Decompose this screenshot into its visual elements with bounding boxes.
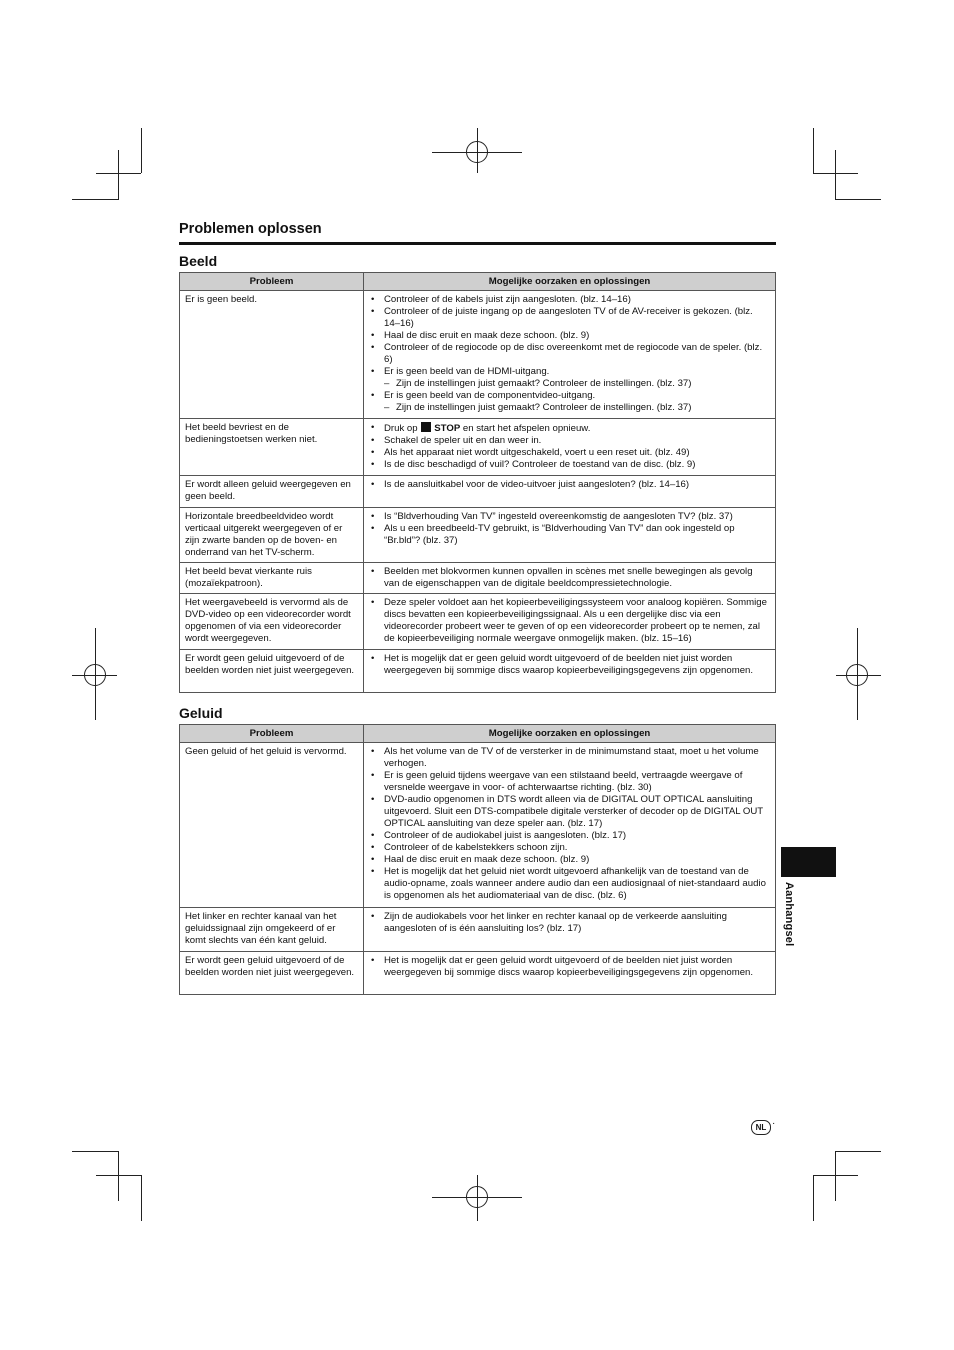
list-item <box>369 390 770 414</box>
solutions-cell <box>364 563 776 594</box>
list-item: • Controleer of de kabels juist zijn aangesloten. (blz. 14–16) <box>369 294 770 306</box>
problem-cell: Er is geen beeld. <box>180 291 364 419</box>
stop-suffix: en start het afspelen opnieuw. <box>462 423 591 434</box>
list-item: • Het is mogelijk dat het geluid niet wordt uitgevoerd afhankelijk van de toestand van de audio-opname, zoals wanneer andere audio dan een audiosignaal of niet-standaard audio is opgenomen als het audiomateriaal van de disc. (blz. 6) <box>369 866 770 902</box>
table-row <box>180 563 776 594</box>
list-item: • Controleer of de audiokabel juist is aangesloten. (blz. 17) <box>369 830 770 842</box>
sub-item: – Zijn de instellingen juist gemaakt? Controleer de instellingen. (blz. 37) <box>384 378 770 390</box>
side-tab-marker <box>781 847 836 877</box>
list-item: • Controleer of de kabelstekkers schoon zijn. <box>369 842 770 854</box>
list-item: • Deze speler voldoet aan het kopieerbeveiligingssysteem voor analoog kopiëren. Sommige discs bevatten een kopieerbeveiligingssignaal. Als u een dergelijke disc via een videorecorder probeert weer te geven of op een videorecorder probeert op te nemen, zal de kopieerbeveiliging normale weergave onmogelijk maken. (blz. 15–16) <box>369 597 770 645</box>
header-solutions: Mogelijke oorzaken en oplossingen <box>364 725 776 743</box>
problem-cell: Er wordt alleen geluid weergegeven en geen beeld. <box>180 476 364 508</box>
header-problem: Probleem <box>180 725 364 743</box>
page-title: Problemen oplossen <box>179 221 322 237</box>
solutions-cell <box>364 419 776 476</box>
stop-icon <box>421 422 431 432</box>
list-item: • Er is geen geluid tijdens weergave van een stilstaand beeld, vertraagde weergave of versnelde weergave in voor- of achterwaartse richting. (blz. 30) <box>369 770 770 794</box>
problem-cell: Horizontale breedbeeldvideo wordt verticaal uitgerekt weergegeven of er zijn zwarte banden op de boven- en onderrand van het TV-scherm. <box>180 508 364 563</box>
solutions-cell <box>364 291 776 419</box>
section-title-geluid: Geluid <box>179 705 223 721</box>
table-beeld <box>179 272 776 693</box>
list-item: • Is de disc beschadigd of vuil? Controleer de toestand van de disc. (blz. 9) <box>369 459 770 471</box>
side-label: Aanhangsel <box>783 882 795 947</box>
solutions-cell <box>364 952 776 995</box>
table-row <box>180 743 776 908</box>
table-row <box>180 508 776 563</box>
list-item: • Controleer of de juiste ingang op de aangesloten TV of de AV-receiver is gekozen. (blz. 14–16) <box>369 306 770 330</box>
list-item <box>369 366 770 390</box>
page-number-dot: · <box>772 1118 776 1129</box>
table-header-row <box>180 725 776 743</box>
list-item-text: Er is geen beeld van de HDMI-uitgang. <box>384 366 550 377</box>
list-item: • Haal de disc eruit en maak deze schoon. (blz. 9) <box>369 854 770 866</box>
table-geluid <box>179 724 776 995</box>
list-item: • Schakel de speler uit en dan weer in. <box>369 435 770 447</box>
list-item: • Controleer of de regiocode op de disc overeenkomt met de regiocode van de speler. (blz. 6) <box>369 342 770 366</box>
header-problem: Probleem <box>180 273 364 291</box>
problem-cell: Het beeld bevriest en de bedieningstoetsen werken niet. <box>180 419 364 476</box>
list-item: • Is “Bldverhouding Van TV” ingesteld overeenkomstig de aangesloten TV? (blz. 37) <box>369 511 770 523</box>
table-row <box>180 419 776 476</box>
list-item: • Is de aansluitkabel voor de video-uitvoer juist aangesloten? (blz. 14–16) <box>369 479 770 491</box>
list-item: • Het is mogelijk dat er geen geluid wordt uitgevoerd of de beelden niet juist worden weergegeven bij sommige discs waarop kopieerbeveiligingsgegevens zijn opgenomen. <box>369 955 770 979</box>
solutions-cell <box>364 508 776 563</box>
solutions-cell <box>364 476 776 508</box>
problem-cell: Geen geluid of het geluid is vervormd. <box>180 743 364 908</box>
table-row <box>180 594 776 650</box>
list-item: • Het is mogelijk dat er geen geluid wordt uitgevoerd of de beelden niet juist worden weergegeven bij sommige discs waarop kopieerbeveiligingsgegevens zijn opgenomen. <box>369 653 770 677</box>
solutions-cell <box>364 908 776 952</box>
table-row <box>180 650 776 693</box>
section-title-beeld: Beeld <box>179 253 218 269</box>
list-item: • Als het apparaat niet wordt uitgeschakeld, voert u een reset uit. (blz. 49) <box>369 447 770 459</box>
problem-cell: Er wordt geen geluid uitgevoerd of de beelden worden niet juist weergegeven. <box>180 650 364 693</box>
table-row <box>180 291 776 419</box>
sub-item: – Zijn de instellingen juist gemaakt? Controleer de instellingen. (blz. 37) <box>384 402 770 414</box>
problem-cell: Het linker en rechter kanaal van het geluidssignaal zijn omgekeerd of er komt slechts van één kant geluid. <box>180 908 364 952</box>
list-item: • Zijn de audiokabels voor het linker en rechter kanaal op de verkeerde aansluiting aangesloten of is één aansluiting los? (blz. 17) <box>369 911 770 935</box>
stop-prefix: Druk op <box>384 423 418 434</box>
stop-label: STOP <box>434 423 461 434</box>
header-solutions: Mogelijke oorzaken en oplossingen <box>364 273 776 291</box>
solutions-cell <box>364 594 776 650</box>
problem-cell: Het weergavebeeld is vervormd als de DVD-video op een videorecorder wordt opgenomen of via een videorecorder wordt weergegeven. <box>180 594 364 650</box>
table-row <box>180 952 776 995</box>
list-item: • Beelden met blokvormen kunnen opvallen in scènes met snelle bewegingen als gevolg van de eigenschappen van de digitale beeldcompressietechnologie. <box>369 566 770 590</box>
table-header-row <box>180 273 776 291</box>
problem-cell: Het beeld bevat vierkante ruis (mozaïekpatroon). <box>180 563 364 594</box>
list-item: • Als het volume van de TV of de versterker in de minimumstand staat, moet u het volume verhogen. <box>369 746 770 770</box>
table-row <box>180 908 776 952</box>
solutions-cell <box>364 743 776 908</box>
title-rule <box>179 242 776 245</box>
solutions-cell <box>364 650 776 693</box>
problem-cell: Er wordt geen geluid uitgevoerd of de beelden worden niet juist weergegeven. <box>180 952 364 995</box>
list-item: • Als u een breedbeeld-TV gebruikt, is “Bldverhouding Van TV” dan ook ingesteld op “Br.bld”? (blz. 37) <box>369 523 770 547</box>
list-item: • DVD-audio opgenomen in DTS wordt alleen via de DIGITAL OUT OPTICAL aansluiting uitgevoerd. Sluit een DTS-compatibele digitale versterker of decoder op de DIGITAL OUT OPTICAL aansluiting van deze speler aan. (blz. 17) <box>369 794 770 830</box>
list-item: • Haal de disc eruit en maak deze schoon. (blz. 9) <box>369 330 770 342</box>
table-row <box>180 476 776 508</box>
language-badge: NL <box>751 1120 771 1135</box>
list-item <box>369 422 770 435</box>
list-item-text: Er is geen beeld van de componentvideo-uitgang. <box>384 390 596 401</box>
